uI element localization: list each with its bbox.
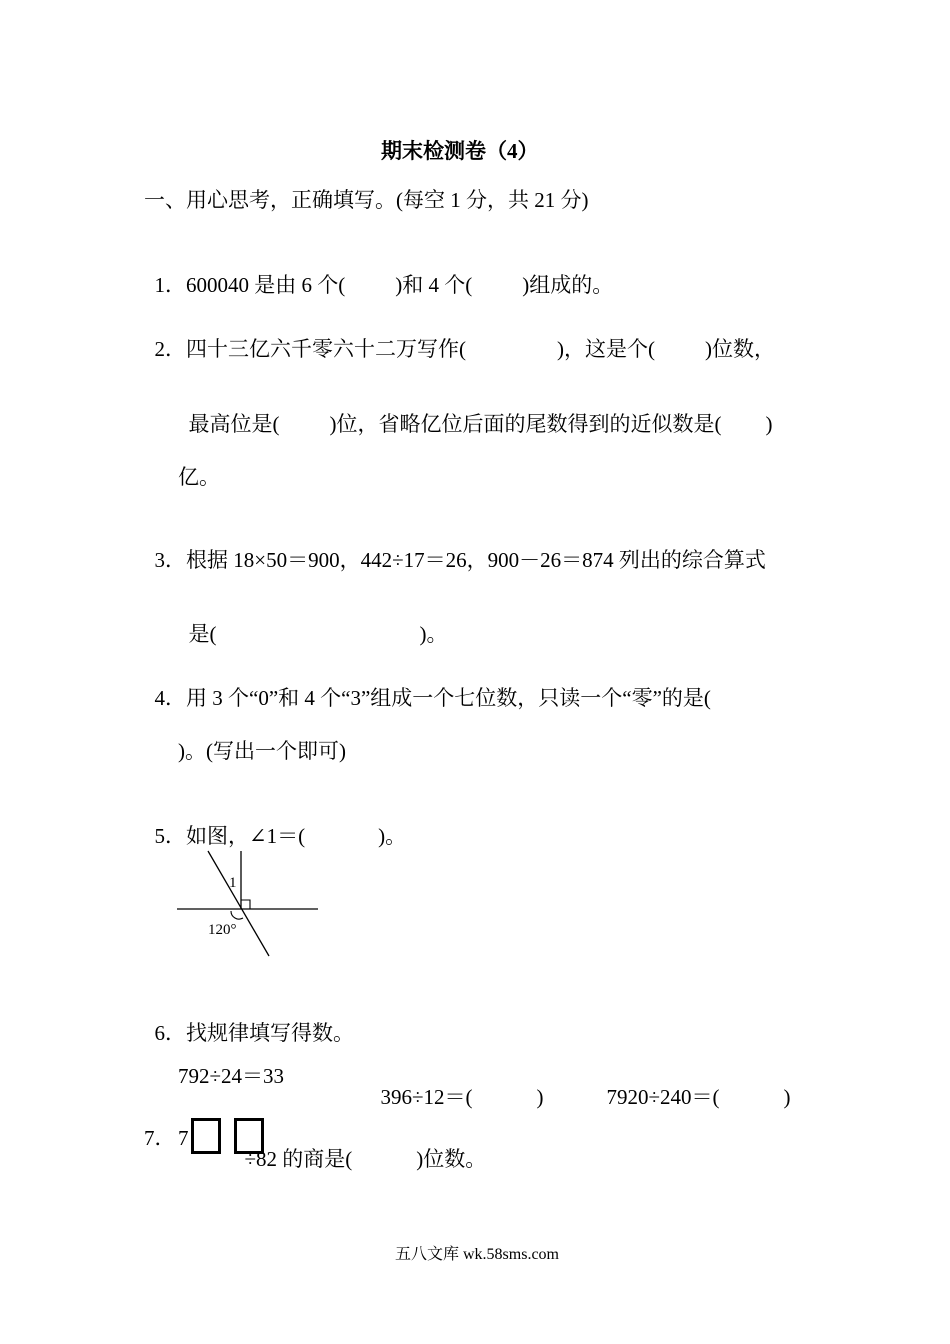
question-number: 3． — [154, 548, 186, 572]
footer-watermark: 五八文库 wk.58sms.com — [395, 1246, 560, 1263]
question-7-text — [234, 1128, 486, 1170]
question-text: 根据 18×50＝900，442÷17＝26，900－26＝874 列出的综合算式 — [186, 548, 766, 572]
divisor-text: ÷82 — [244, 1147, 278, 1171]
digit-seven: 7 — [178, 1126, 189, 1150]
equation-2 — [370, 1066, 544, 1108]
question-7-number: 7． — [144, 1126, 176, 1150]
equation-3 — [596, 1066, 791, 1108]
question-text: 四十三亿六千零六十二万写作( — [186, 337, 466, 361]
question-text: )位，省略亿位后面的尾数得到的近似数是( — [329, 412, 722, 436]
question-text: )。 — [378, 824, 407, 848]
question-text: )，这是个( — [557, 337, 655, 361]
question-2 — [144, 318, 775, 360]
question-text: 的商是( — [277, 1147, 353, 1171]
question-number: 4． — [154, 686, 186, 710]
question-text: )组成的。 — [522, 273, 614, 297]
question-text: 如图，∠1＝( — [186, 824, 306, 848]
question-4-line-2: )。(写出一个即可) — [178, 739, 346, 763]
question-5 — [144, 805, 406, 847]
question-number: 2． — [154, 337, 186, 361]
question-text: ) — [783, 1085, 791, 1109]
right-angle-mark — [241, 900, 250, 909]
question-text: 600040 是由 6 个( — [186, 273, 346, 297]
question-text: ) — [536, 1085, 544, 1109]
blank-box-1 — [191, 1118, 221, 1154]
page-title: 期末检测卷（4） — [381, 139, 539, 163]
question-2-line-3: 亿。 — [178, 465, 220, 489]
section-heading: 一、用心思考，正确填写。(每空 1 分，共 21 分) — [144, 188, 589, 212]
question-1 — [144, 254, 613, 296]
question-3 — [144, 529, 766, 571]
question-text: 396÷12＝( — [380, 1085, 473, 1109]
diagonal-line — [208, 851, 269, 956]
question-text: 用 3 个“0”和 4 个“3”组成一个七位数，只读一个“零”的是( — [186, 686, 711, 710]
question-text: )位数。 — [416, 1147, 487, 1171]
equation-1: 792÷24＝33 — [178, 1064, 285, 1088]
question-text: ) — [765, 412, 773, 436]
angle-figure — [170, 845, 325, 960]
question-text: )位数， — [705, 337, 775, 361]
question-text: 找规律填写得数。 — [186, 1021, 354, 1045]
question-2-line-2 — [178, 393, 773, 435]
question-number: 5． — [154, 824, 186, 848]
angle-120-label: 120° — [208, 922, 237, 938]
question-text: 7920÷240＝( — [606, 1085, 720, 1109]
question-6 — [144, 1002, 354, 1044]
angle-arc — [231, 911, 243, 919]
question-number: 6． — [154, 1021, 186, 1045]
question-text: )。 — [419, 622, 448, 646]
question-number: 1． — [154, 273, 186, 297]
question-text: )和 4 个( — [395, 273, 473, 297]
question-text: 最高位是( — [188, 412, 280, 436]
question-text: 是( — [188, 622, 217, 646]
angle-1-label: 1 — [229, 875, 237, 891]
question-3-line-2 — [178, 603, 448, 645]
question-4 — [144, 667, 711, 709]
